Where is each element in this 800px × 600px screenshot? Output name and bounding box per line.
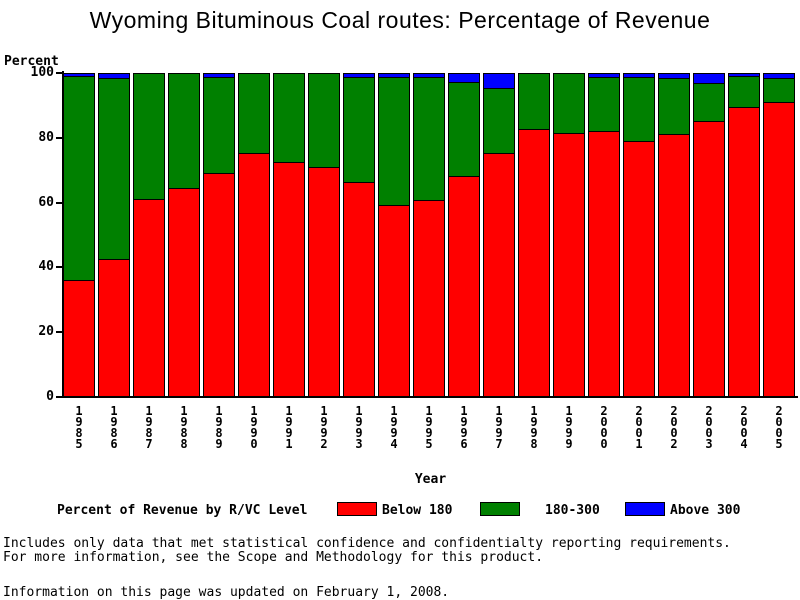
- legend-swatch-180-300: [480, 502, 520, 516]
- x-tick-digit: 1: [355, 404, 363, 418]
- bar-2001: [623, 73, 655, 397]
- x-tick-digit: 2: [775, 404, 783, 418]
- x-tick-digit: 5: [425, 437, 433, 451]
- x-tick-digit: 9: [180, 415, 188, 429]
- x-tick-digit: 9: [285, 415, 293, 429]
- x-tick-label-2001: [623, 406, 655, 450]
- bar-2001-segment-180-300: [624, 77, 654, 141]
- x-tick-digit: 9: [390, 415, 398, 429]
- x-tick-digit: 1: [390, 404, 398, 418]
- bar-1989-segment-180-300: [204, 77, 234, 173]
- x-tick-digit: 9: [565, 437, 573, 451]
- y-tick-mark-100: [56, 72, 62, 74]
- x-tick-label-1991: [273, 406, 305, 450]
- x-tick-digit: 0: [600, 415, 608, 429]
- x-tick-digit: 0: [775, 415, 783, 429]
- legend-swatch-above-300: [625, 502, 665, 516]
- bar-2001-segment-below-180: [624, 141, 654, 396]
- bar-1993: [343, 73, 375, 397]
- bar-2005: [763, 73, 795, 397]
- x-tick-digit: 0: [705, 426, 713, 440]
- x-tick-digit: 2: [670, 437, 678, 451]
- x-tick-digit: 3: [355, 437, 363, 451]
- x-tick-digit: 1: [180, 404, 188, 418]
- x-tick-label-1996: [448, 406, 480, 450]
- bar-1987-segment-180-300: [134, 74, 164, 199]
- footnote-line-1: Includes only data that met statistical confidence and confidentialty reporting requirements.: [3, 536, 731, 551]
- x-tick-label-2004: [728, 406, 760, 450]
- bar-1998-segment-below-180: [519, 129, 549, 396]
- x-tick-digit: 0: [740, 415, 748, 429]
- bar-1986: [98, 73, 130, 397]
- bar-1987-segment-below-180: [134, 199, 164, 396]
- bar-2003-segment-180-300: [694, 83, 724, 121]
- bar-2002-segment-180-300: [659, 78, 689, 134]
- bar-1997: [483, 73, 515, 397]
- x-tick-digit: 1: [285, 404, 293, 418]
- bar-1987: [133, 73, 165, 397]
- x-tick-digit: 9: [215, 415, 223, 429]
- y-tick-label-80: 80: [38, 129, 54, 145]
- bar-2003: [693, 73, 725, 397]
- y-axis-title: Percent: [4, 54, 59, 69]
- x-tick-label-1992: [308, 406, 340, 450]
- x-tick-label-1998: [518, 406, 550, 450]
- x-tick-digit: 1: [425, 404, 433, 418]
- bar-1992: [308, 73, 340, 397]
- bar-2003-segment-above-300: [694, 74, 724, 83]
- x-tick-digit: 2: [705, 404, 713, 418]
- bar-1999-segment-180-300: [554, 74, 584, 133]
- x-tick-digit: 9: [565, 415, 573, 429]
- bar-1993-segment-180-300: [344, 77, 374, 182]
- legend-label-below-180: Below 180: [382, 503, 453, 518]
- bar-2005-segment-below-180: [764, 102, 794, 396]
- bar-1994: [378, 73, 410, 397]
- bar-1988-segment-180-300: [169, 74, 199, 188]
- bar-1996-segment-below-180: [449, 176, 479, 396]
- x-tick-digit: 8: [180, 426, 188, 440]
- bar-1996: [448, 73, 480, 397]
- x-tick-digit: 2: [740, 404, 748, 418]
- footnote-line-2: For more information, see the Scope and Methodology for this product.: [3, 550, 544, 565]
- bar-1990-segment-below-180: [239, 153, 269, 396]
- x-tick-digit: 7: [495, 437, 503, 451]
- x-tick-digit: 8: [215, 426, 223, 440]
- plot-area: [63, 73, 798, 397]
- x-tick-digit: 8: [180, 437, 188, 451]
- updated-note: Information on this page was updated on February 1, 2008.: [3, 585, 450, 600]
- x-tick-digit: 9: [425, 415, 433, 429]
- x-tick-digit: 4: [740, 437, 748, 451]
- x-tick-label-1989: [203, 406, 235, 450]
- x-tick-digit: 9: [75, 415, 83, 429]
- legend-title: Percent of Revenue by R/VC Level: [57, 503, 308, 518]
- x-tick-digit: 1: [285, 437, 293, 451]
- bar-1999: [553, 73, 585, 397]
- bar-2003-segment-below-180: [694, 121, 724, 396]
- bar-2004: [728, 73, 760, 397]
- x-tick-digit: 9: [530, 426, 538, 440]
- x-tick-digit: 1: [145, 404, 153, 418]
- x-tick-digit: 0: [670, 415, 678, 429]
- x-tick-digit: 8: [75, 426, 83, 440]
- x-tick-digit: 9: [250, 426, 258, 440]
- bar-1986-segment-180-300: [99, 78, 129, 259]
- x-axis-title: Year: [414, 472, 447, 487]
- x-tick-digit: 9: [320, 415, 328, 429]
- x-tick-digit: 9: [355, 415, 363, 429]
- x-tick-digit: 0: [600, 437, 608, 451]
- bar-1994-segment-below-180: [379, 205, 409, 396]
- x-tick-digit: 8: [530, 437, 538, 451]
- x-tick-digit: 1: [250, 404, 258, 418]
- x-tick-digit: 0: [600, 426, 608, 440]
- x-tick-digit: 0: [740, 426, 748, 440]
- x-tick-digit: 2: [320, 437, 328, 451]
- bar-1992-segment-below-180: [309, 167, 339, 396]
- y-tick-label-100: 100: [30, 65, 54, 80]
- x-tick-digit: 9: [390, 426, 398, 440]
- bar-1990: [238, 73, 270, 397]
- x-tick-digit: 0: [670, 426, 678, 440]
- x-tick-digit: 1: [495, 404, 503, 418]
- bar-1996-segment-above-300: [449, 74, 479, 82]
- x-tick-digit: 9: [145, 415, 153, 429]
- x-tick-digit: 2: [600, 404, 608, 418]
- bar-1995-segment-180-300: [414, 77, 444, 200]
- x-tick-label-1985: [63, 406, 95, 450]
- x-tick-label-1988: [168, 406, 200, 450]
- x-tick-digit: 9: [110, 415, 118, 429]
- bar-1998-segment-180-300: [519, 74, 549, 129]
- x-tick-label-1994: [378, 406, 410, 450]
- bar-2004-segment-180-300: [729, 76, 759, 107]
- bar-1995-segment-below-180: [414, 200, 444, 396]
- x-tick-digit: 0: [635, 426, 643, 440]
- bar-1993-segment-below-180: [344, 182, 374, 396]
- x-tick-digit: 7: [145, 437, 153, 451]
- x-tick-digit: 0: [250, 437, 258, 451]
- bar-1997-segment-180-300: [484, 88, 514, 153]
- x-tick-digit: 0: [775, 426, 783, 440]
- x-tick-digit: 9: [285, 426, 293, 440]
- x-tick-digit: 9: [460, 426, 468, 440]
- bar-1997-segment-above-300: [484, 74, 514, 88]
- bar-1988: [168, 73, 200, 397]
- bar-1988-segment-below-180: [169, 188, 199, 396]
- bar-1985: [63, 73, 95, 397]
- bar-2004-segment-below-180: [729, 107, 759, 396]
- x-tick-digit: 3: [705, 437, 713, 451]
- x-tick-digit: 1: [565, 404, 573, 418]
- bar-1990-segment-180-300: [239, 74, 269, 153]
- bar-1998: [518, 73, 550, 397]
- y-tick-label-60: 60: [38, 194, 54, 210]
- y-tick-mark-0: [56, 396, 62, 398]
- bar-1994-segment-180-300: [379, 77, 409, 204]
- bar-1985-segment-180-300: [64, 76, 94, 280]
- x-tick-label-2002: [658, 406, 690, 450]
- x-tick-digit: 6: [110, 437, 118, 451]
- x-tick-digit: 1: [215, 404, 223, 418]
- bar-1991: [273, 73, 305, 397]
- x-tick-label-1997: [483, 406, 515, 450]
- x-tick-label-1986: [98, 406, 130, 450]
- x-tick-label-1999: [553, 406, 585, 450]
- x-tick-label-1990: [238, 406, 270, 450]
- x-tick-digit: 9: [565, 426, 573, 440]
- x-tick-digit: 9: [250, 415, 258, 429]
- x-tick-digit: 9: [320, 426, 328, 440]
- x-tick-label-2005: [763, 406, 795, 450]
- y-tick-label-0: 0: [46, 389, 54, 404]
- bar-1989-segment-below-180: [204, 173, 234, 396]
- x-tick-digit: 1: [320, 404, 328, 418]
- x-tick-digit: 9: [495, 426, 503, 440]
- x-tick-digit: 1: [75, 404, 83, 418]
- y-tick-mark-20: [56, 331, 62, 333]
- x-tick-digit: 2: [635, 404, 643, 418]
- x-tick-digit: 1: [110, 404, 118, 418]
- x-tick-digit: 1: [530, 404, 538, 418]
- y-tick-mark-80: [56, 137, 62, 139]
- legend-label-above-300: Above 300: [670, 503, 741, 518]
- x-tick-digit: 1: [635, 437, 643, 451]
- bar-2000: [588, 73, 620, 397]
- x-tick-digit: 9: [530, 415, 538, 429]
- x-tick-digit: 5: [75, 437, 83, 451]
- bar-1986-segment-below-180: [99, 259, 129, 396]
- chart-title: Wyoming Bituminous Coal routes: Percentage of Revenue: [89, 7, 711, 33]
- x-tick-label-1987: [133, 406, 165, 450]
- x-tick-digit: 0: [705, 415, 713, 429]
- x-tick-digit: 9: [460, 415, 468, 429]
- x-tick-digit: 2: [670, 404, 678, 418]
- x-tick-label-1995: [413, 406, 445, 450]
- x-tick-digit: 9: [495, 415, 503, 429]
- x-tick-digit: 0: [635, 415, 643, 429]
- bar-2002-segment-below-180: [659, 134, 689, 396]
- x-tick-label-2003: [693, 406, 725, 450]
- y-tick-label-20: 20: [38, 324, 54, 340]
- x-tick-digit: 8: [145, 426, 153, 440]
- x-tick-digit: 9: [215, 437, 223, 451]
- bar-1991-segment-180-300: [274, 74, 304, 162]
- bar-1991-segment-below-180: [274, 162, 304, 396]
- x-tick-label-2000: [588, 406, 620, 450]
- x-tick-digit: 8: [110, 426, 118, 440]
- x-tick-digit: 6: [460, 437, 468, 451]
- x-tick-digit: 1: [460, 404, 468, 418]
- bar-1989: [203, 73, 235, 397]
- bar-2005-segment-180-300: [764, 78, 794, 102]
- bar-2000-segment-180-300: [589, 77, 619, 131]
- bar-1992-segment-180-300: [309, 74, 339, 167]
- bar-1995: [413, 73, 445, 397]
- x-tick-digit: 9: [425, 426, 433, 440]
- bar-1999-segment-below-180: [554, 133, 584, 396]
- bar-1985-segment-below-180: [64, 280, 94, 396]
- bar-1997-segment-below-180: [484, 153, 514, 396]
- y-tick-mark-60: [56, 202, 62, 204]
- y-tick-mark-40: [56, 266, 62, 268]
- bar-2000-segment-below-180: [589, 131, 619, 396]
- x-tick-digit: 9: [355, 426, 363, 440]
- bar-2002: [658, 73, 690, 397]
- bar-1996-segment-180-300: [449, 82, 479, 176]
- x-tick-digit: 4: [390, 437, 398, 451]
- y-tick-label-40: 40: [38, 259, 54, 275]
- x-tick-label-1993: [343, 406, 375, 450]
- legend-label-180-300: 180-300: [545, 503, 600, 518]
- legend-swatch-below-180: [337, 502, 377, 516]
- x-tick-digit: 5: [775, 437, 783, 451]
